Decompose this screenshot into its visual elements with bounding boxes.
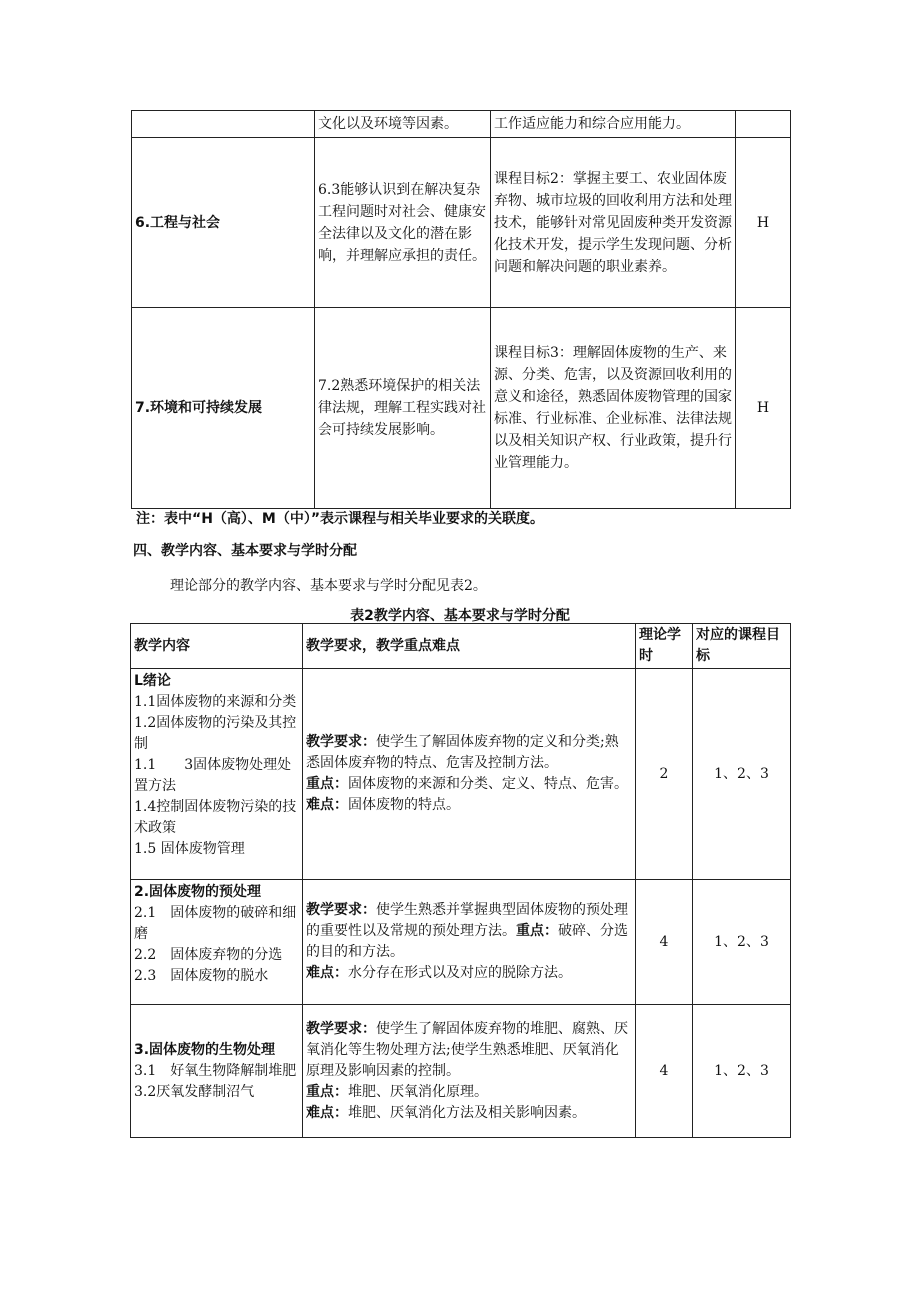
content-cell [131,1005,303,1138]
chapter-title: 3.固体废物的生物处理 [134,1041,276,1058]
requirement-text: 使学生了解固体废弃物的堆肥、腐熟、厌氧消化等生物处理方法;使学生熟悉堆肥、厌氧消化原理及影响因素的控制。 [306,1020,628,1079]
table-row [131,880,791,1005]
requirement-text: 使学生了解固体废弃物的定义和分类;熟悉固体废弃物的特点、危害及控制方法。 [306,734,619,771]
graduation-requirements-table [131,110,791,509]
content-cell [131,669,303,880]
hours-cell: 4 [636,1005,693,1138]
list-item: 2.3 固体废物的脱水 [134,968,269,984]
requirement-cell: 6.工程与社会 [132,138,315,308]
course-goal-cell: 课程目标3：理解固体废物的生产、来源、分类、危害，以及资源回收利用的意义和途径，熟悉固体废物管理的国家标准、行业标准、企业标准、法律法规以及相关知识产权、行业政策，提升行业管理能力。 [491,308,736,509]
hours-cell: 4 [636,880,693,1005]
requirements-cell [303,1005,636,1138]
course-goal-cell: 工作适应能力和综合应用能力。 [491,111,736,138]
requirement-label: 教学要求： [306,734,376,750]
table-row [132,308,791,509]
requirement-label: 教学要求： [306,1020,376,1037]
level-cell: H [736,138,791,308]
difficulty-text: 固体废物的特点。 [348,797,460,813]
table-caption: 表2教学内容、基本要求与学时分配 [350,608,570,624]
table-header-row [131,624,791,669]
list-item: 1.1 3固体废物处理处置方法 [134,757,292,794]
chapter-title: L绪论 [134,673,171,689]
difficulty-label: 难点： [306,797,348,813]
level-cell: H [736,308,791,509]
key-point-label: 重点： [516,923,558,939]
teaching-content-table [130,623,791,1138]
targets-cell: 1、2、3 [693,669,791,880]
list-item: 1.4控制固体废物污染的技术政策 [134,799,297,836]
key-point-text: 堆肥、厌氧消化原理。 [348,1083,488,1100]
indicator-cell: 6.3能够认识到在解决复杂工程问题时对社会、健康安全法律以及文化的潜在影响，并理解应承担的责任。 [315,138,491,308]
table-row [132,111,791,138]
key-point-text: 破碎、分选的目的和方法。 [306,923,628,960]
difficulty-text: 水分存在形式以及对应的脱除方法。 [348,965,572,981]
requirement-cell [132,111,315,138]
requirement-label: 教学要求： [306,902,376,918]
requirements-cell [303,880,636,1005]
targets-cell: 1、2、3 [693,1005,791,1138]
list-item: 1.2固体废物的污染及其控制 [134,715,297,752]
list-item: 3.2厌氧发酵制沼气 [134,1083,255,1100]
table-row [131,669,791,880]
difficulty-text: 堆肥、厌氧消化方法及相关影响因素。 [348,1104,586,1121]
section-title: 四、教学内容、基本要求与学时分配 [133,543,357,559]
targets-cell: 1、2、3 [693,880,791,1005]
requirement-cell: 7.环境和可持续发展 [132,308,315,509]
header-content: 教学内容 [131,624,303,669]
indicator-cell: 文化以及环境等因素。 [315,111,491,138]
header-requirements: 教学要求，教学重点难点 [303,624,636,669]
key-point-label: 重点： [306,776,348,792]
difficulty-label: 难点： [306,1104,348,1121]
requirement-text: 使学生熟悉并掌握典型固体废物的预处理的重要性以及常规的预处理方法。 [306,902,628,939]
list-item: 1.5 固体废物管理 [134,841,245,857]
list-item: 3.1 好氧生物降解制堆肥 [134,1062,297,1079]
list-item: 1.1固体废物的来源和分类 [134,694,297,710]
requirements-cell [303,669,636,880]
header-targets: 对应的课程目标 [693,624,791,669]
content-cell [131,880,303,1005]
list-item: 2.1 固体废物的破碎和细磨 [134,905,297,942]
header-hours: 理论学时 [636,624,693,669]
key-point-label: 重点： [306,1083,348,1100]
table-row [131,1005,791,1138]
course-goal-cell: 课程目标2：掌握主要工、农业固体废弃物、城市垃圾的回收利用方法和处理技术，能够针对常见固废种类开发资源化技术开发，提示学生发现问题、分析问题和解决问题的职业素养。 [491,138,736,308]
table-row [132,138,791,308]
intro-paragraph: 理论部分的教学内容、基本要求与学时分配见表2。 [170,578,487,594]
key-point-text: 固体废物的来源和分类、定义、特点、危害。 [348,776,628,792]
difficulty-label: 难点： [306,965,348,981]
list-item: 2.2 固体废弃物的分选 [134,947,283,963]
level-cell [736,111,791,138]
chapter-title: 2.固体废物的预处理 [134,884,262,900]
indicator-cell: 7.2熟悉环境保护的相关法律法规，理解工程实践对社会可持续发展影响。 [315,308,491,509]
hours-cell: 2 [636,669,693,880]
table-note: 注：表中“H（高）、M（中）”表示课程与相关毕业要求的关联度。 [136,511,545,527]
